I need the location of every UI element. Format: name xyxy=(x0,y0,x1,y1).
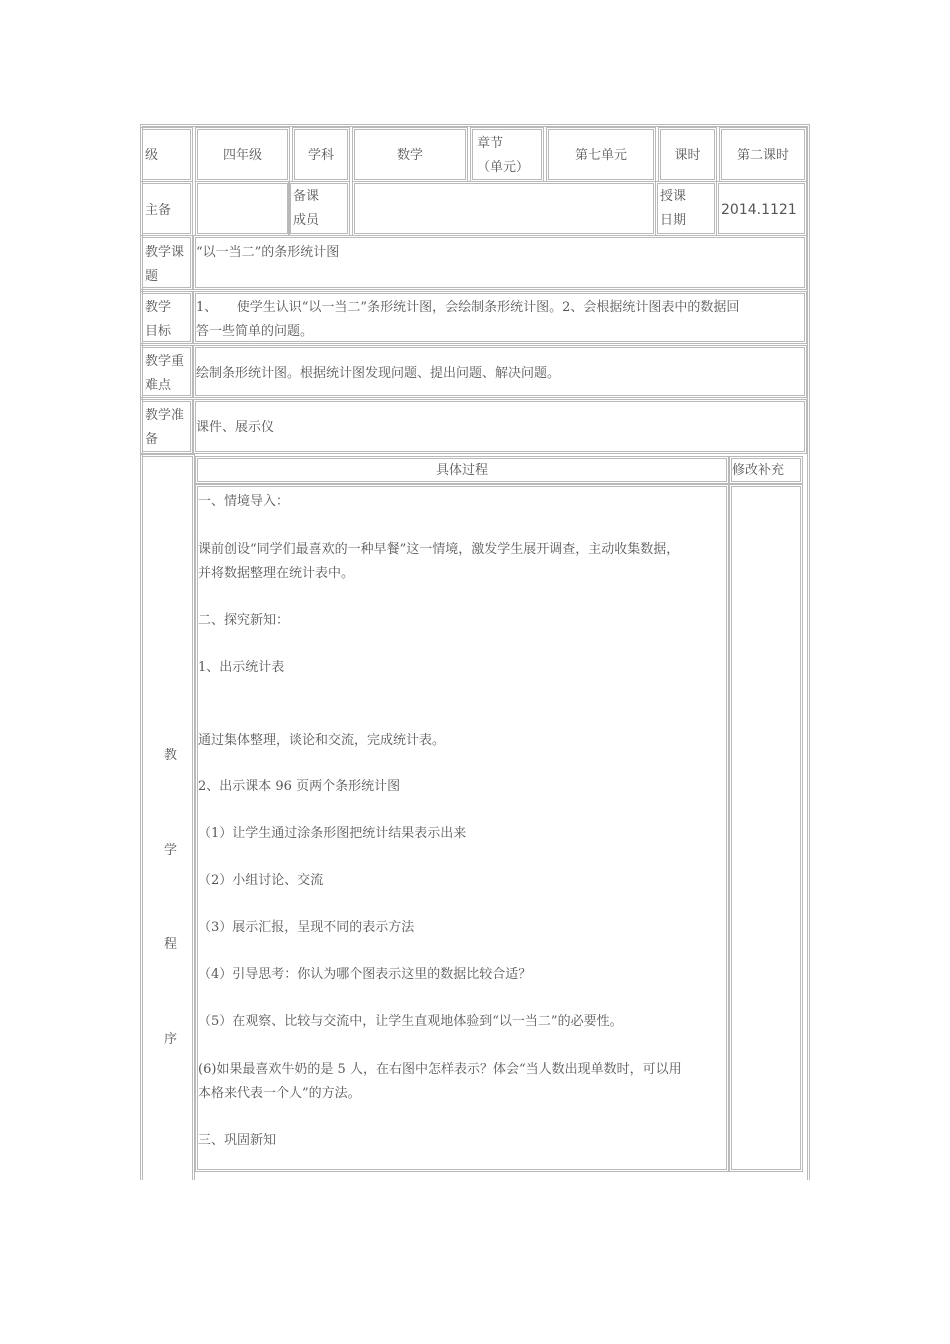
members-label-line2: 成员 xyxy=(293,213,320,228)
grade-label-cell xyxy=(140,127,193,182)
topic-label-line2: 题 xyxy=(145,269,159,284)
keypoints-value-cell xyxy=(193,345,807,398)
topic-value: “以一当二”的条形统计图 xyxy=(196,245,340,260)
subject-label-cell xyxy=(292,127,350,182)
process-side-char-2: 学 xyxy=(164,843,178,858)
revise-header: 修改补充 xyxy=(732,463,785,478)
process-line-12: （5）在观察、比较与交流中，让学生直观地体验到“以一当二”的必要性。 xyxy=(198,1014,623,1029)
process-line-7: 2、出示课本 96 页两个条形统计图 xyxy=(198,779,401,794)
process-content-cell xyxy=(195,484,729,1172)
keypoints-label-cell xyxy=(140,345,193,398)
prep-value: 课件、展示仪 xyxy=(196,420,275,435)
goals-value-cell xyxy=(193,291,807,344)
members-label-cell xyxy=(288,181,350,236)
prep-label-line1: 教学准 xyxy=(145,408,185,423)
main-label: 主备 xyxy=(145,203,172,218)
members-value-cell xyxy=(352,181,656,236)
date-label-cell xyxy=(655,181,717,236)
date-value: 2014.1121 xyxy=(721,202,797,218)
chapter-label-line1: 章节 xyxy=(477,136,504,151)
process-side-cell xyxy=(140,454,195,1180)
topic-value-cell xyxy=(193,235,807,290)
chapter-value-cell xyxy=(546,127,656,182)
goals-line-1: 1、 使学生认识“以一当二”条形统计图，会绘制条形统计图。2、会根据统计图表中的数据回 xyxy=(196,300,740,315)
chapter-label-line2: （单元） xyxy=(477,160,530,175)
process-line-10: （3）展示汇报，呈现不同的表示方法 xyxy=(198,920,415,935)
process-line-2: 课前创设“同学们最喜欢的一种早餐”这一情境，激发学生展开调查，主动收集数据， xyxy=(198,542,680,557)
subject-label: 学科 xyxy=(307,148,334,163)
period-value: 第二课时 xyxy=(736,148,789,163)
process-header-cell xyxy=(195,456,729,484)
date-label-line2: 日期 xyxy=(660,213,687,228)
process-side-char-4: 序 xyxy=(164,1032,178,1047)
revise-content-cell xyxy=(729,484,803,1172)
period-label: 课时 xyxy=(674,148,701,163)
process-header: 具体过程 xyxy=(435,463,488,478)
revise-header-cell xyxy=(729,456,803,484)
process-line-13: (6)如果最喜欢牛奶的是 5 人，在右图中怎样表示？体会“当人数出现单数时，可以用 xyxy=(198,1062,682,1077)
process-line-4: 二、探究新知： xyxy=(198,613,290,628)
process-side-char-3: 程 xyxy=(164,937,178,952)
process-side-char-1: 教 xyxy=(164,748,178,763)
process-line-1: 一、情境导入： xyxy=(198,494,290,509)
chapter-value: 第七单元 xyxy=(574,148,627,163)
grade-value-cell xyxy=(195,127,290,182)
members-label-line1: 备课 xyxy=(293,189,320,204)
goals-label-line2: 目标 xyxy=(145,324,172,339)
process-line-11: （4）引导思考：你认为哪个图表示这里的数据比较合适？ xyxy=(198,967,532,982)
goals-label-line1: 教学 xyxy=(145,300,172,315)
prep-value-cell xyxy=(193,399,807,454)
process-line-5: 1、出示统计表 xyxy=(198,660,285,675)
grade-value: 四年级 xyxy=(222,148,262,163)
subject-value-cell xyxy=(352,127,468,182)
date-value-cell xyxy=(716,181,807,236)
period-label-cell xyxy=(658,127,717,182)
prep-label-cell xyxy=(140,399,193,454)
main-value-cell xyxy=(195,181,290,236)
process-line-8: （1）让学生通过涂条形图把统计结果表示出来 xyxy=(198,826,467,841)
main-label-cell xyxy=(140,181,193,236)
prep-label-line2: 备 xyxy=(145,432,159,447)
process-line-9: （2）小组讨论、交流 xyxy=(198,873,324,888)
keypoints-label-line1: 教学重 xyxy=(145,354,185,369)
subject-value: 数学 xyxy=(396,148,423,163)
process-line-3: 并将数据整理在统计表中。 xyxy=(198,566,355,581)
goals-label-cell xyxy=(140,291,193,344)
goals-line-2: 答一些简单的问题。 xyxy=(196,324,314,339)
chapter-label-cell xyxy=(470,127,544,182)
process-line-6: 通过集体整理，谈论和交流，完成统计表。 xyxy=(198,733,446,748)
keypoints-value: 绘制条形统计图。根据统计图发现问题、提出问题、解决问题。 xyxy=(196,366,561,381)
period-value-cell xyxy=(719,127,807,182)
topic-label-line1: 教学课 xyxy=(145,245,185,260)
keypoints-label-line2: 难点 xyxy=(145,378,172,393)
topic-label-cell xyxy=(140,235,193,290)
process-line-14: 本格来代表一个人”的方法。 xyxy=(198,1086,361,1101)
process-line-15: 三、巩固新知 xyxy=(198,1133,277,1148)
date-label-line1: 授课 xyxy=(660,189,687,204)
grade-label: 级 xyxy=(145,148,159,163)
